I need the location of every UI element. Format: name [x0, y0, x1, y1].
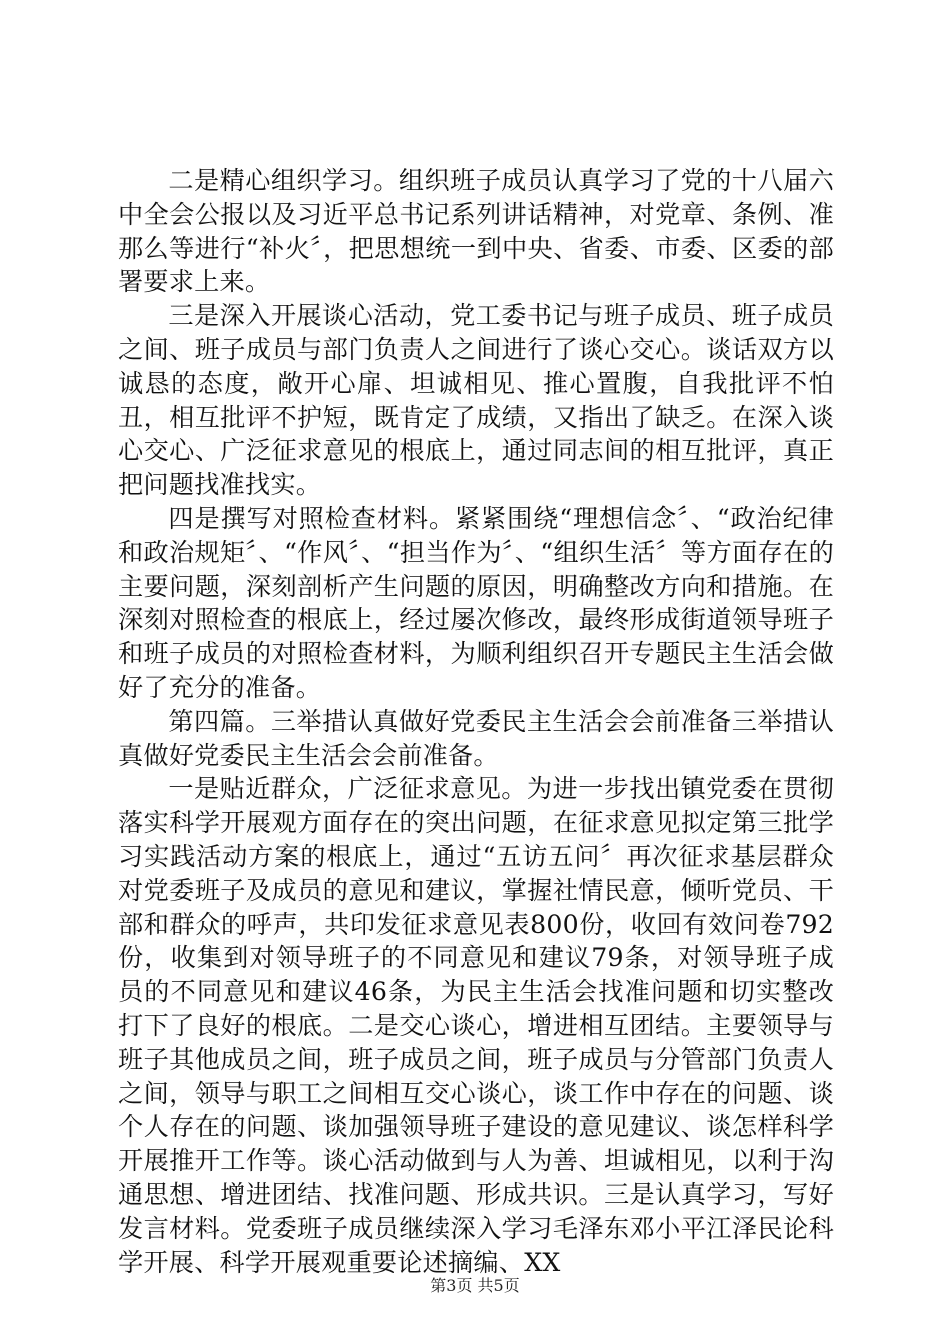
paragraph-self-review-materials: 四是撰写对照检查材料。紧紧围绕“理想信念〞、“政治纪律和政治规矩〞、“作风〞、“担当作为〞、“组织生活〞等方面存在的主要问题，深刻剖析产生问题的原因，明确整改方向和措施。在深刻对照检查的根底上，经过屡次修改，最终形成街道领导班子和班子成员的对照检查材料，为顺利组织召开专题民主生活会做好了充分的准备。 [118, 503, 834, 702]
paragraph-three-measures: 一是贴近群众，广泛征求意见。为进一步找出镇党委在贯彻落实科学开展观方面存在的突出问题，在征求意见拟定第三批学习实践活动方案的根底上，通过“五访五问〞再次征求基层群众对党委班子及成员的意见和建议，掌握社情民意，倾听党员、干部和群众的呼声，共印发征求意见表800份，收回有效问卷792份，收集到对领导班子的不同意见和建议79条，对领导班子成员的不同意见和建议46条，为民主生活会找准问题和切实整改打下了良好的根底。二是交心谈心，增进相互团结。主要领导与班子其他成员之间，班子成员之间，班子成员与分管部门负责人之间，领导与职工之间相互交心谈心，谈工作中存在的问题、谈个人存在的问题、谈加强领导班子建设的意见建议、谈怎样科学开展推开工作等。谈心活动做到与人为善、坦诚相见，以利于沟通思想、增进团结、找准问题、形成共识。三是认真学习，写好发言材料。党委班子成员继续深入学习毛泽东邓小平江泽民论科学开展、科学开展观重要论述摘编、XX [118, 774, 834, 1277]
paragraph-organize-study: 二是精心组织学习。组织班子成员认真学习了党的十八届六中全会公报以及习近平总书记系列讲话精神，对党章、条例、准那么等进行“补火〞，把思想统一到中央、省委、市委、区委的部署要求上来。 [118, 166, 834, 297]
paragraph-chapter-four-title: 第四篇。三举措认真做好党委民主生活会会前准备三举措认真做好党委民主生活会会前准备。 [118, 706, 834, 770]
page-footer: 第3页 共5页 [430, 1276, 520, 1295]
paragraph-heart-to-heart-talks: 三是深入开展谈心活动，党工委书记与班子成员、班子成员之间、班子成员与部门负责人之间进行了谈心交心。谈话双方以诚恳的态度，敞开心扉、坦诚相见、推心置腹，自我批评不怕丑，相互批评不护短，既肯定了成绩，又指出了缺乏。在深入谈心交心、广泛征求意见的根底上，通过同志间的相互批评，真正把问题找准找实。 [118, 301, 834, 500]
document-body [118, 164, 834, 1279]
